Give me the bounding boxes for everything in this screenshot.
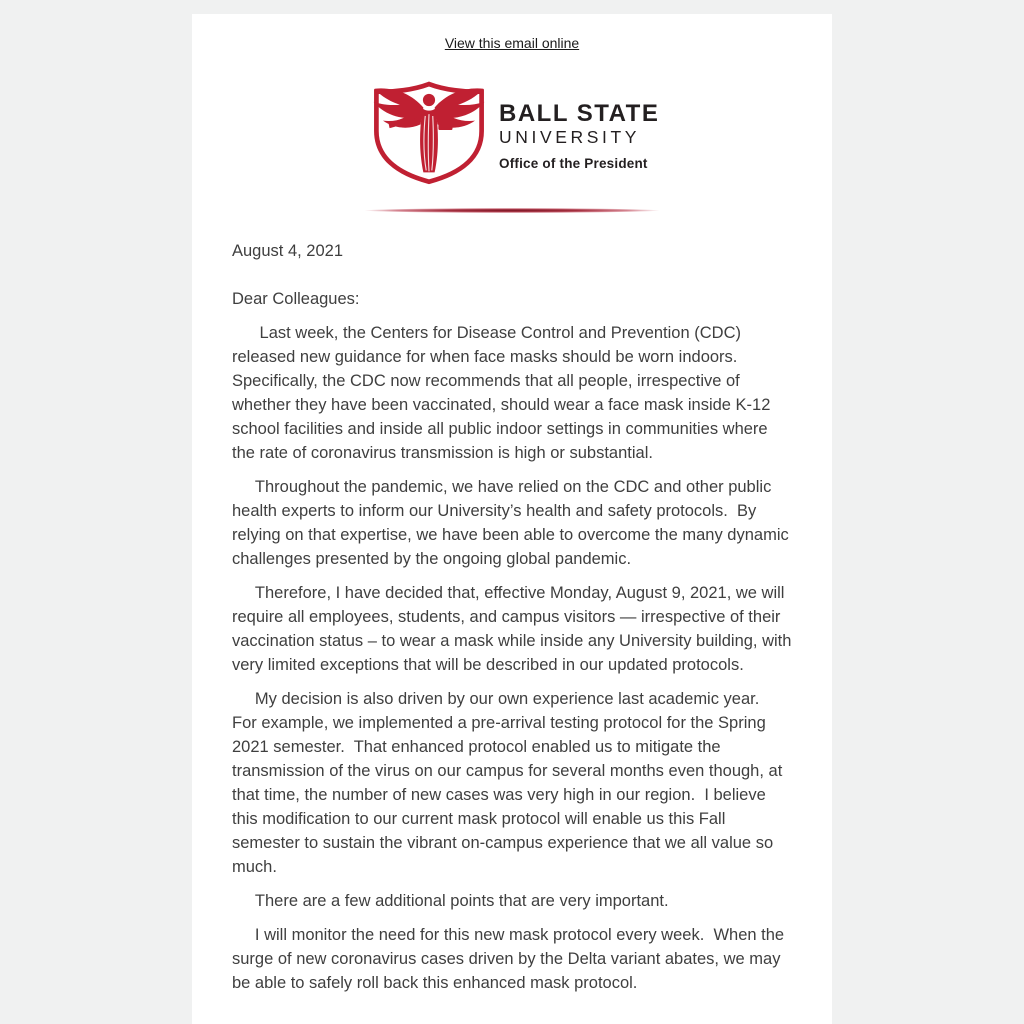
view-online-link[interactable]: View this email online	[444, 35, 580, 51]
email-body	[192, 14, 832, 1024]
university-logo	[367, 75, 660, 187]
logo-university-text: UNIVERSITY	[499, 127, 641, 147]
letter-greeting: Dear Colleagues:	[232, 290, 360, 308]
logo-office-text: Office of the President	[499, 156, 648, 171]
letter-date: August 4, 2021	[232, 242, 344, 260]
letter-paragraph: I will monitor the need for this new mask protocol every week. When the surge of new coronavirus cases driven by the Delta variant abates, we may be able to safely roll back this enhanced mask protocol.	[232, 926, 789, 992]
letter-paragraph: My decision is also driven by our own experience last academic year. For example, we implemented a pre-arrival testing protocol for the Spring 2021 semester. That enhanced protocol enabled us to mitigate the transmission of the virus on our campus for several months even though, at that time, the number of new cases was very high in our region. I believe this modification to our current mask protocol will enable us this Fall semester to sustain the vibrant on-campus experience that we all value so much.	[232, 690, 787, 876]
view-online-bar	[192, 34, 832, 52]
logo-wordmark	[491, 75, 659, 172]
beneficence-shield-icon	[367, 75, 491, 187]
letter-paragraph: Therefore, I have decided that, effective Monday, August 9, 2021, we will require all employees, students, and campus visitors — irrespective of their vaccination status – to wear a mask while inside any University building, with very limited exceptions that will be described in our updated protocols.	[232, 584, 797, 674]
letter-paragraph: Throughout the pandemic, we have relied on the CDC and other public health experts to inform our University’s health and safety protocols. By relying on that expertise, we have been able to overcome the many dynamic challenges presented by the ongoing global pandemic.	[232, 478, 794, 568]
letter-content	[192, 213, 832, 1024]
logo-ball-state-text: BALL STATE	[499, 100, 660, 127]
letter-paragraph: There are a few additional points that are very important.	[232, 892, 669, 910]
letter-paragraph: Last week, the Centers for Disease Control and Prevention (CDC) released new guidance for when face masks should be worn indoors. Specifically, the CDC now recommends that all people, irrespective of whether they have been vaccinated, should wear a face mask inside K-12 school facilities and inside all public indoor settings in communities where the rate of coronavirus transmission is high or substantial.	[232, 324, 775, 462]
